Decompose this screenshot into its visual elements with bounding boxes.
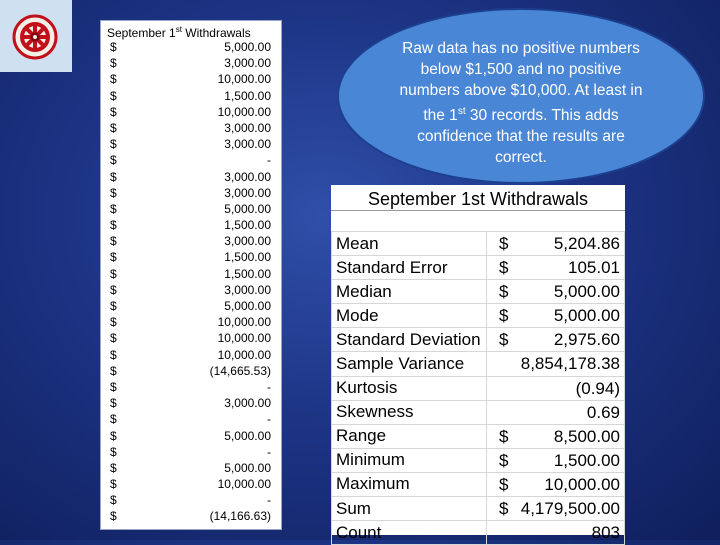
stat-value: 0.69 <box>586 402 620 422</box>
currency-symbol: $ <box>110 234 117 249</box>
withdrawal-amount: (14,166.63) <box>209 509 271 524</box>
stat-label: Standard Deviation <box>332 328 487 352</box>
currency-symbol: $ <box>110 509 117 524</box>
stat-value: 8,854,178.38 <box>520 354 620 374</box>
stat-label: Mode <box>332 304 487 328</box>
stats-row <box>332 232 625 256</box>
raw-data-row <box>101 233 281 249</box>
withdrawal-amount: 10,000.00 <box>217 331 271 346</box>
raw-data-row <box>101 39 281 55</box>
raw-data-row <box>101 298 281 314</box>
stats-row <box>332 256 625 280</box>
stats-row <box>332 521 625 545</box>
stat-value: 2,975.60 <box>553 330 620 350</box>
raw-data-row <box>101 492 281 508</box>
currency-symbol: $ <box>499 234 509 253</box>
stat-label: Median <box>332 280 487 304</box>
stat-label: Sum <box>332 497 487 521</box>
currency-symbol: $ <box>499 330 509 350</box>
raw-data-row <box>101 120 281 136</box>
stats-row <box>332 448 625 472</box>
raw-data-row <box>101 330 281 346</box>
currency-symbol: $ <box>110 201 117 216</box>
currency-symbol: $ <box>110 412 117 427</box>
withdrawal-amount: 5,000.00 <box>224 201 271 216</box>
currency-symbol: $ <box>110 347 117 362</box>
raw-data-row <box>101 152 281 168</box>
emblem-icon <box>12 14 58 60</box>
stat-label: Count <box>332 521 487 545</box>
stats-table <box>331 231 625 545</box>
currency-symbol: $ <box>110 250 117 265</box>
raw-data-row <box>101 104 281 120</box>
withdrawal-amount: 1,500.00 <box>224 88 271 103</box>
raw-data-row <box>101 460 281 476</box>
withdrawal-amount: 1,500.00 <box>224 266 271 281</box>
currency-symbol: $ <box>499 258 509 278</box>
stat-value: 10,000.00 <box>544 474 620 494</box>
stat-label: Kurtosis <box>332 376 487 400</box>
stat-label: Maximum <box>332 472 487 496</box>
withdrawal-amount: - <box>267 153 271 168</box>
stats-row <box>332 280 625 304</box>
currency-symbol: $ <box>110 266 117 281</box>
currency-symbol: $ <box>110 444 117 459</box>
withdrawal-amount: (14,665.53) <box>209 363 271 378</box>
stats-row <box>332 352 625 376</box>
raw-data-row <box>101 136 281 152</box>
withdrawal-amount: - <box>267 444 271 459</box>
stat-value-cell <box>487 328 625 352</box>
stat-value-cell <box>487 232 625 256</box>
currency-symbol: $ <box>110 379 117 394</box>
currency-symbol: $ <box>110 428 117 443</box>
stat-value-cell <box>487 400 625 424</box>
stat-value: 5,000.00 <box>553 282 620 302</box>
currency-symbol: $ <box>499 474 509 494</box>
stat-value: 803 <box>591 523 620 543</box>
stat-value: (0.94) <box>575 378 620 398</box>
currency-symbol: $ <box>110 477 117 492</box>
currency-symbol: $ <box>110 218 117 233</box>
stat-value-cell <box>487 304 625 328</box>
withdrawal-amount: 10,000.00 <box>217 72 271 87</box>
stat-value-cell <box>487 376 625 400</box>
raw-data-row <box>101 201 281 217</box>
raw-data-row <box>101 185 281 201</box>
stats-title: September 1st Withdrawals <box>367 189 589 209</box>
stat-value: 4,179,500.00 <box>520 499 620 519</box>
currency-symbol: $ <box>110 396 117 411</box>
withdrawal-amount: 10,000.00 <box>217 347 271 362</box>
stat-value-cell <box>487 497 625 521</box>
raw-data-row <box>101 169 281 185</box>
currency-symbol: $ <box>110 120 117 135</box>
stat-value-cell <box>487 448 625 472</box>
stat-value-cell <box>487 424 625 448</box>
stats-row <box>332 472 625 496</box>
currency-symbol: $ <box>110 40 117 54</box>
raw-data-list <box>101 39 281 525</box>
raw-data-row <box>101 379 281 395</box>
raw-data-title: September 1st Withdrawals <box>107 25 251 40</box>
currency-symbol: $ <box>499 426 509 446</box>
currency-symbol: $ <box>110 331 117 346</box>
raw-data-row <box>101 71 281 87</box>
raw-data-row <box>101 411 281 427</box>
stats-row <box>332 304 625 328</box>
stat-value-cell <box>487 521 625 545</box>
currency-symbol: $ <box>499 499 509 519</box>
raw-data-row <box>101 444 281 460</box>
stat-label: Sample Variance <box>332 352 487 376</box>
withdrawal-amount: 10,000.00 <box>217 104 271 119</box>
stat-value: 5,000.00 <box>553 306 620 326</box>
withdrawal-amount: 3,000.00 <box>224 396 271 411</box>
withdrawal-amount: - <box>267 379 271 394</box>
raw-data-row <box>101 55 281 71</box>
stats-row <box>332 328 625 352</box>
withdrawal-amount: 5,000.00 <box>224 428 271 443</box>
raw-data-row <box>101 88 281 104</box>
withdrawal-amount: 3,000.00 <box>224 185 271 200</box>
withdrawal-amount: 1,500.00 <box>224 250 271 265</box>
withdrawal-amount: 5,000.00 <box>224 460 271 475</box>
stat-label: Standard Error <box>332 256 487 280</box>
stat-value: 105.01 <box>568 258 620 278</box>
stats-row <box>332 400 625 424</box>
title-underline <box>331 210 625 211</box>
currency-symbol: $ <box>110 56 117 71</box>
logo-panel <box>0 0 72 72</box>
withdrawal-amount: 3,000.00 <box>224 137 271 152</box>
currency-symbol: $ <box>110 493 117 508</box>
currency-symbol: $ <box>110 315 117 330</box>
stats-panel <box>331 185 625 543</box>
currency-symbol: $ <box>110 153 117 168</box>
raw-data-row <box>101 266 281 282</box>
currency-symbol: $ <box>499 306 509 326</box>
currency-symbol: $ <box>499 282 509 302</box>
stat-value-cell <box>487 280 625 304</box>
raw-data-row <box>101 249 281 265</box>
raw-data-row <box>101 363 281 379</box>
callout-text: Raw data has no positive numbers below $1,500 and no positive numbers above $10,000. At least in the 1st 30 records. This adds confidence that the results are correct. <box>399 40 643 167</box>
raw-data-row <box>101 428 281 444</box>
stat-label: Range <box>332 424 487 448</box>
raw-data-row <box>101 476 281 492</box>
stat-label: Skewness <box>332 400 487 424</box>
withdrawal-amount: 3,000.00 <box>224 56 271 71</box>
currency-symbol: $ <box>110 460 117 475</box>
currency-symbol: $ <box>110 169 117 184</box>
stats-row <box>332 376 625 400</box>
raw-data-row <box>101 347 281 363</box>
withdrawal-amount: 10,000.00 <box>217 315 271 330</box>
stat-value: 1,500.00 <box>553 450 620 470</box>
stat-value: 8,500.00 <box>553 426 620 446</box>
raw-data-row <box>101 217 281 233</box>
stats-row <box>332 497 625 521</box>
currency-symbol: $ <box>110 137 117 152</box>
withdrawal-amount: 3,000.00 <box>224 282 271 297</box>
currency-symbol: $ <box>110 72 117 87</box>
currency-symbol: $ <box>110 88 117 103</box>
withdrawal-amount: - <box>267 493 271 508</box>
raw-data-row <box>101 282 281 298</box>
withdrawal-amount: - <box>267 412 271 427</box>
withdrawal-amount: 1,500.00 <box>224 218 271 233</box>
stats-row <box>332 424 625 448</box>
currency-symbol: $ <box>499 450 509 470</box>
stat-value-cell <box>487 472 625 496</box>
raw-data-row <box>101 314 281 330</box>
stat-value-cell <box>487 352 625 376</box>
withdrawal-amount: 3,000.00 <box>224 234 271 249</box>
currency-symbol: $ <box>110 185 117 200</box>
withdrawal-amount: 10,000.00 <box>217 477 271 492</box>
raw-data-panel <box>100 20 282 530</box>
withdrawal-amount: 5,000.00 <box>224 299 271 313</box>
raw-data-row <box>101 508 281 524</box>
stat-value: 5,204.86 <box>553 234 620 253</box>
currency-symbol: $ <box>110 363 117 378</box>
stat-label: Minimum <box>332 448 487 472</box>
withdrawal-amount: 3,000.00 <box>224 120 271 135</box>
currency-symbol: $ <box>110 299 117 313</box>
currency-symbol: $ <box>110 104 117 119</box>
stat-value-cell <box>487 256 625 280</box>
stat-label: Mean <box>332 232 487 256</box>
raw-data-row <box>101 395 281 411</box>
withdrawal-amount: 5,000.00 <box>224 40 271 54</box>
withdrawal-amount: 3,000.00 <box>224 169 271 184</box>
currency-symbol: $ <box>110 282 117 297</box>
